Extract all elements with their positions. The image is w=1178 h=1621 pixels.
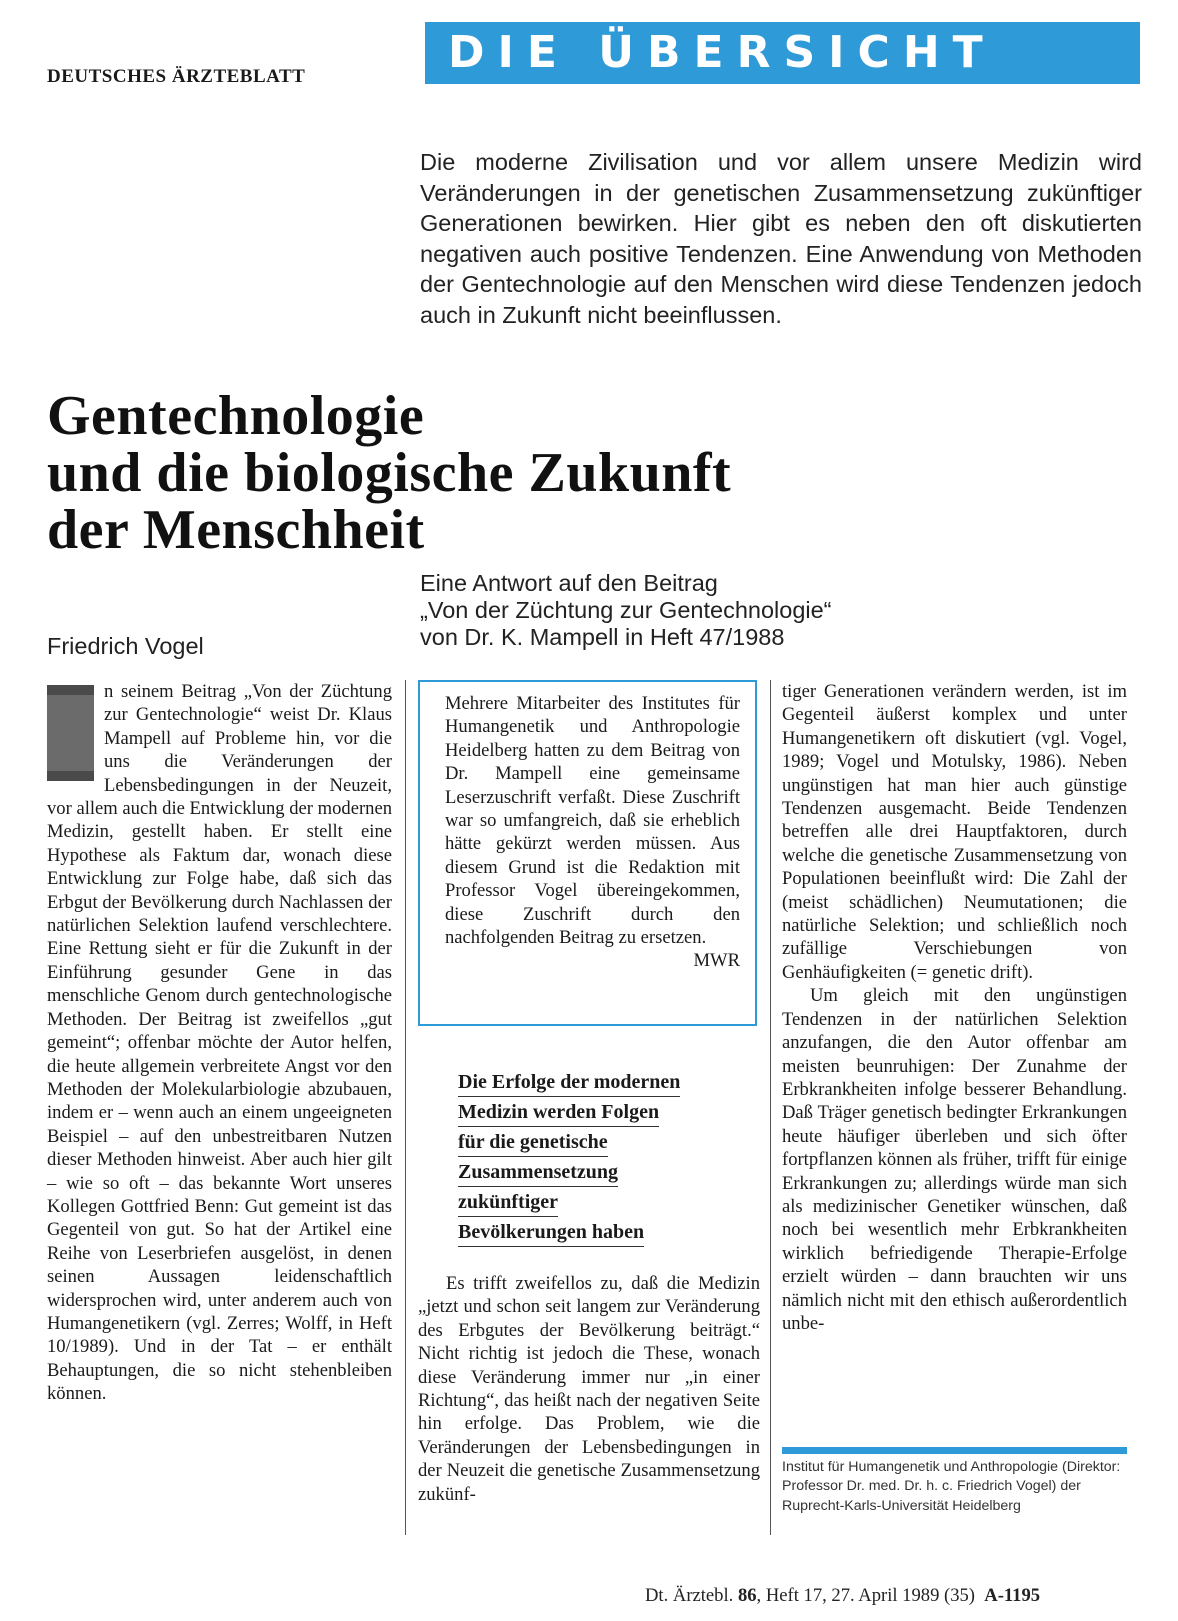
editorial-note-text: Mehrere Mitarbeiter des Institutes für Humangenetik und Anthropologie Heidelberg hatten zu dem Beitrag von Dr. Mampell eine gemeinsame Leserzuschrift verfaßt. Diese Zuschrift war so umfangreich, daß sie erheblich hätte gekürzt werden müssen. Aus diesem Grund ist die Redaktion mit Professor Vogel übereingekommen, diese Zuschrift durch den nachfolgenden Beitrag zu ersetzen. (445, 693, 740, 949)
body-paragraph: tiger Generationen verändern werden, ist im Gegenteil äußerst komplex und unter Humangenetikern oft diskutiert (vgl. Vogel, 1989; Vogel und Motulsky, 1986). Neben ungünstigen hat man hier auch günstige Tendenzen ausgemacht. Beide Tendenzen betreffen alle drei Hauptfaktoren, durch welche die genetische Zusammensetzung von Populationen beeinflußt wird: Die Zahl der (meist schädlichen) Neumutationen; die natürliche Selektion; und schließlich noch zufällige Verschiebungen von Genhäufigkeiten (= genetic drift). (782, 681, 1127, 983)
page-number: A-1195 (984, 1585, 1041, 1606)
pull-quote-line: Die Erfolge der modernen (458, 1069, 680, 1097)
text-column-1 (47, 680, 392, 1406)
text-column-3 (782, 680, 1127, 1335)
headline-line: und die biologische Zukunft (47, 442, 732, 504)
column-divider (405, 680, 406, 1535)
editorial-note-signature: MWR (693, 950, 740, 972)
pull-quote-line: Bevölkerungen haben (458, 1219, 644, 1247)
subtitle-line: von Dr. K. Mampell in Heft 47/1988 (420, 624, 785, 650)
headline-line: Gentechnologie (47, 385, 425, 447)
article-headline (47, 385, 1137, 561)
affiliation-divider (782, 1447, 1127, 1454)
headline-line: der Menschheit (47, 499, 425, 561)
footer-issue: , Heft 17, 27. April 1989 (35) (756, 1585, 975, 1606)
pull-quote (458, 1067, 758, 1247)
editorial-note (445, 692, 740, 973)
article-subtitle (420, 570, 1020, 651)
footer-volume: 86 (737, 1585, 757, 1606)
footer-journal: Dt. Ärztebl. (645, 1585, 734, 1606)
subtitle-line: „Von der Züchtung zur Gentechnologie“ (420, 597, 832, 623)
body-paragraph: n seinem Beitrag „Von der Züchtung zur Gentechnologie“ weist Dr. Klaus Mampell auf Probleme hin, vor die uns die Veränderungen der Lebensbedingungen in der Neuzeit, vor allem auch die Entwicklung der modernen Medizin, gestellt haben. Er stellt eine Hypothese als Faktum dar, wonach diese Entwicklung zur Folge habe, daß sich das Erbgut der Bevölkerung durch Nachlassen der natürlichen Selektion laufend verschlechtere. Eine Rettung sieht er für die Zukunft in der Einführung gesunder Gene in das menschliche Genom durch gentechnologische Methoden. Der Beitrag ist zweifellos „gut gemeint“; offenbar möchte der Autor helfen, die heute allgemein verbreitete Angst vor den Methoden der Molekularbiologie abzubauen, indem er – wenn auch an einem ungeeigneten Beispiel – auf den unbestreitbaren Nutzen dieser Methoden hinweist. Aber auch hier gilt – wie so oft – das bekannte Wort unseres Kollegen Gottfried Benn: Gut gemeint ist das Gegenteil von gut. So hat der Artikel eine Reihe von Leserbriefen ausgelöst, in denen seinen Aussagen leidenschaftlich widersprochen wird, unter anderem auch von Humangenetikern (vgl. Zerres; Wolff, in Heft 10/1989). Und in der Tat – er enthält Behauptungen, die so nicht stehenbleiben können. (47, 681, 392, 1405)
column-divider (770, 680, 771, 1535)
masthead-label: DEUTSCHES ÄRZTEBLATT (47, 66, 306, 87)
dropcap-i (47, 685, 94, 781)
lead-paragraph: Die moderne Zivilisation und vor allem unsere Medizin wird Veränderungen in der genetischen Zusammensetzung zukünftiger Generationen bewirken. Hier gibt es neben den oft diskutierten negativen auch positive Tendenzen. Eine Anwendung von Methoden der Gentechnologie auf den Menschen wird diese Tendenzen jedoch auch in Zukunft nicht beeinflussen. (420, 149, 1142, 328)
author-affiliation: Institut für Humangenetik und Anthropologie (Direktor: Professor Dr. med. Dr. h. c. Friedrich Vogel) der Ruprecht-Karls-Universität Heidelberg (782, 1459, 1121, 1514)
author-name: Friedrich Vogel (47, 633, 204, 659)
subtitle-line: Eine Antwort auf den Beitrag (420, 570, 718, 596)
section-banner: DIE ÜBERSICHT (425, 22, 1140, 84)
pull-quote-line: Zusammensetzung (458, 1159, 618, 1187)
pull-quote-line: Medizin werden Folgen (458, 1099, 659, 1127)
pull-quote-line: für die genetische (458, 1129, 608, 1157)
pull-quote-line: zukünftiger (458, 1189, 558, 1217)
body-paragraph: Es trifft zweifellos zu, daß die Medizin „jetzt und schon seit langem zur Veränderung des Erbgutes der Bevölkerung beiträgt.“ Nicht richtig ist jedoch die These, wonach diese Veränderung immer nur „in einer Richtung“, das heißt nach der negativen Seite hin erfolge. Das Problem, wie die Veränderungen der Lebensbedingungen in der Neuzeit die genetische Zusammensetzung zukünf- (418, 1273, 760, 1505)
text-column-2 (418, 1272, 760, 1506)
page-footer (645, 1585, 1040, 1607)
body-paragraph: Um gleich mit den ungünstigen Tendenzen in der natürlichen Selektion anzufangen, die den Autor offenbar am meisten beunruhigen: Der Zunahme der Erbkrankheiten infolge besserer Behandlung. Daß Träger genetisch bedingter Erkrankungen heute häufiger überleben und sich öfter fortpflanzen können als früher, trifft für einige Erkrankungen zu; allerdings würde man sich als medizinischer Genetiker wünschen, daß noch bei wesentlich mehr Erbkrankheiten wirklich befriedigende Therapie-Erfolge erzielt würden – dann brauchten wir uns nämlich nicht mit den ethisch außerordentlich unbe- (782, 985, 1127, 1334)
